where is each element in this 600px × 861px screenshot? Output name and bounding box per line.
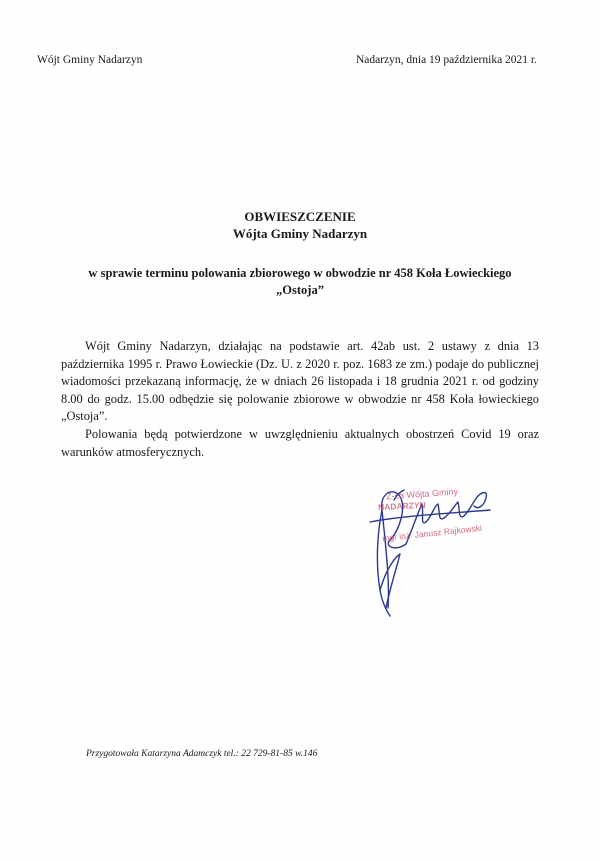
stamp-line-2: NADARZYN (377, 499, 426, 513)
stamp-line-3: mgr inż. Janusz Rajkowski (381, 522, 483, 544)
subject-line-2: „Ostoja” (276, 283, 324, 297)
title-heading: OBWIESZCZENIE (244, 209, 356, 224)
stamp-line-1: Z-ca Wójta Gminy (385, 486, 459, 502)
sender-name: Wójt Gminy Nadarzyn (37, 54, 143, 66)
prepared-by-footer: Przygotowała Katarzyna Adamczyk tel.: 22 729-81-85 w.146 (86, 749, 318, 759)
subject-line-1: w sprawie terminu polowania zbiorowego w obwodzie nr 458 Koła Łowieckiego (88, 266, 512, 280)
document-body (61, 338, 539, 461)
document-subject (60, 265, 540, 299)
body-paragraph-2: Polowania będą potwierdzone w uwzględnieniu aktualnych obostrzeń Covid 19 oraz warunków atmosferycznych. (61, 426, 539, 459)
body-paragraph-1: Wójt Gminy Nadarzyn, działając na podstawie art. 42ab ust. 2 ustawy z dnia 13 października 1995 r. Prawo Łowieckie (Dz. U. z 2020 r. poz. 1683 ze zm.) podaje do publicznej wiadomości przekazaną informację, że w dniach 26 listopada i 18 grudnia 2021 r. od godziny 8.00 do godz. 15.00 odbędzie się polowanie zbiorowe w obwodzie nr 458 Koła łowieckiego „Ostoja”. (61, 339, 539, 424)
signature-stamp (360, 470, 525, 620)
place-date: Nadarzyn, dnia 19 października 2021 r. (355, 54, 537, 66)
document-title (0, 208, 600, 242)
title-issuer: Wójta Gminy Nadarzyn (232, 226, 368, 241)
